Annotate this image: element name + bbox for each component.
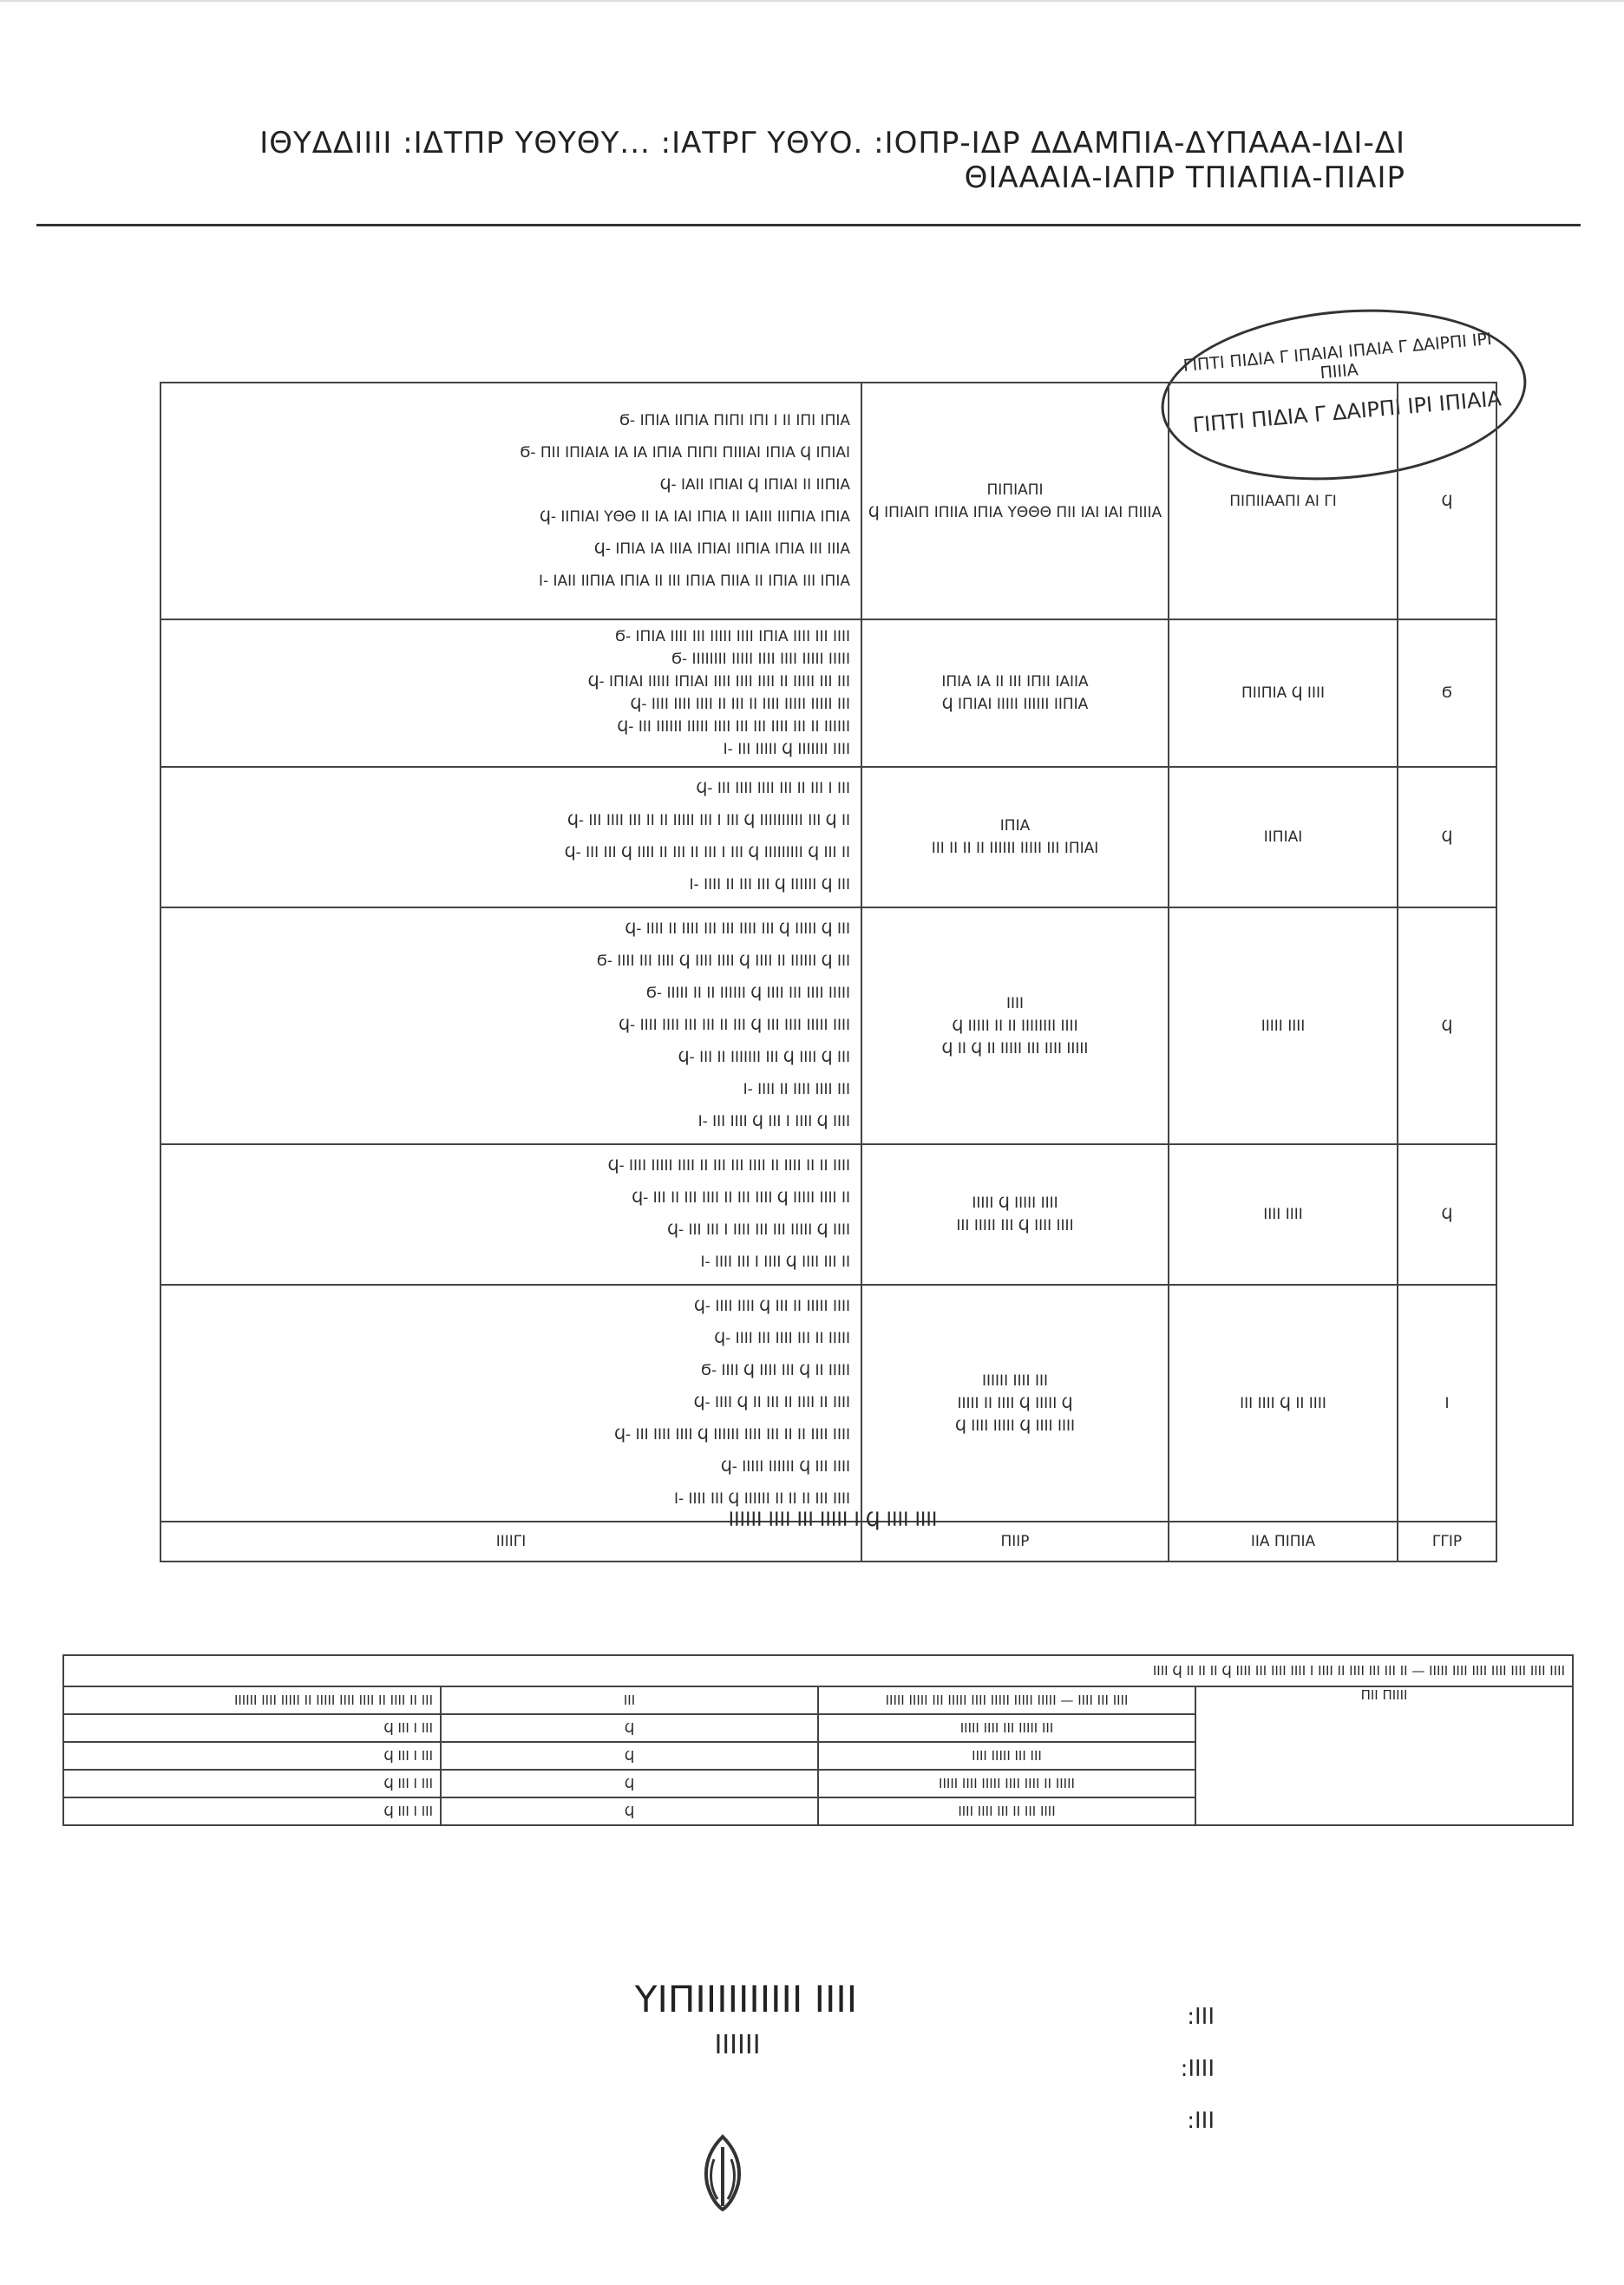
row-number: Ϥ — [1398, 1144, 1496, 1285]
subject-line: ΙΠΙΑ ΙΑ ΙΙ ΙΙΙ ΙΠΙΙ ΙΑΙΙΑ — [941, 673, 1089, 691]
emblem-icon — [688, 2130, 757, 2216]
row-description — [160, 1285, 861, 1522]
bottom-name: ΙΙΙΙΙ ΙΙΙΙ ΙΙΙ ΙΙΙΙΙ ΙΙΙ — [818, 1714, 1195, 1742]
subject-line: Ϥ ΙΠΙΑΙ ΙΙΙΙΙ ΙΙΙΙΙΙ ΙΙΠΙΑ — [941, 696, 1089, 713]
side-note: ΙΙΙΙ: — [1180, 2056, 1215, 2082]
table-row — [160, 907, 1496, 1144]
row-description — [160, 619, 861, 767]
desc-line: Ϭ- ΙΠΙΑ ΙΙΙΙ ΙΙΙ ΙΙΙΙΙ ΙΙΙΙ ΙΠΙΑ ΙΙΙΙ ΙΙΙ ΙΙΙΙ — [615, 628, 850, 645]
table-row — [160, 619, 1496, 767]
desc-line: Ϥ- ΙΙΙΙΙ ΙΙΙΙΙΙ Ϥ ΙΙΙ ΙΙΙΙ — [720, 1458, 850, 1476]
row-description — [160, 383, 861, 619]
desc-line: Ϭ- ΙΠΙΑ ΙΙΠΙΑ ΠΙΠΙ ΙΠΙ Ι ΙΙ ΙΠΙ ΙΠΙΑ — [619, 411, 850, 429]
bottom-table-title-row — [63, 1655, 1573, 1686]
subject-line: Ϥ ΙΙΙΙ ΙΙΙΙΙ Ϥ ΙΙΙΙ ΙΙΙΙ — [954, 1417, 1076, 1435]
row-number: Ϥ — [1398, 767, 1496, 907]
desc-line: Ϥ- ΙΙΙ ΙΙΙ Ϥ ΙΙΙΙ ΙΙ ΙΙΙ ΙΙ ΙΙΙ Ι ΙΙΙ Ϥ ΙΙΙΙΙΙΙΙΙ Ϥ ΙΙΙ ΙΙ — [564, 844, 850, 861]
row-number: Ϥ — [1398, 383, 1496, 619]
row-name: ΙΙΠΙΑΙ — [1169, 767, 1398, 907]
subject-line: ΙΙΙΙΙΙ ΙΙΙΙ ΙΙΙ — [982, 1372, 1048, 1390]
desc-line: Ι- ΙΙΙΙ ΙΙ ΙΙΙ ΙΙΙ Ϥ ΙΙΙΙΙΙ Ϥ ΙΙΙ — [689, 876, 850, 894]
desc-line: Ϥ- ΙΙΙ ΙΙ ΙΙΙΙΙΙΙ ΙΙΙ Ϥ ΙΙΙΙ Ϥ ΙΙΙ — [678, 1049, 850, 1066]
subject-line: ΙΙΙΙ — [1005, 994, 1025, 1012]
subject-line: ΙΙΙΙΙ Ϥ ΙΙΙΙΙ ΙΙΙΙ — [972, 1195, 1058, 1212]
table-row — [160, 1144, 1496, 1285]
desc-line: Ϭ- ΙΙΙΙ ΙΙΙ ΙΙΙΙ Ϥ ΙΙΙΙ ΙΙΙΙ Ϥ ΙΙΙΙ ΙΙ ΙΙΙΙΙΙ Ϥ ΙΙΙ — [596, 953, 850, 970]
desc-line: Ϥ- ΙΙΙ ΙΙΙΙ ΙΙΙΙ Ϥ ΙΙΙΙΙΙ ΙΙΙΙ ΙΙΙ ΙΙ ΙΙ ΙΙΙΙ ΙΙΙΙ — [614, 1426, 850, 1444]
desc-line: Ϥ- ΙΙΠΙΑΙ ΥΘΘ ΙΙ ΙΑ ΙΑΙ ΙΠΙΑ ΙΙ ΙΑΙΙΙ ΙΙΙΠΙΑ ΙΠΙΑ — [539, 507, 850, 526]
row-name: ΙΙΙΙΙ ΙΙΙΙ — [1169, 907, 1398, 1144]
table-row — [160, 383, 1496, 619]
stamp-line-1: ΓΙΠΤΙ ΠΙΔΙΑ Γ ΙΠΑΙΑΙ ΙΠΑΙΑ Γ ΔΑΙΡΠΙ ΙΡΙ ΠΙΙΙΑ — [1182, 329, 1493, 383]
desc-line: Ϥ- ΙΙΙ ΙΙΙΙ ΙΙΙΙ ΙΙΙ ΙΙ ΙΙΙ Ι ΙΙΙ — [696, 780, 850, 797]
desc-line: Ϥ- ΙΙΙΙ Ϥ ΙΙ ΙΙΙ ΙΙ ΙΙΙΙ ΙΙ ΙΙΙΙ — [693, 1394, 850, 1411]
desc-line: Ι- ΙΙΙΙ ΙΙΙ Ι ΙΙΙΙ Ϥ ΙΙΙΙ ΙΙΙ ΙΙ — [700, 1254, 850, 1271]
desc-line: Ϥ- ΙΙΙΙ ΙΙΙΙΙ ΙΙΙΙ ΙΙ ΙΙΙ ΙΙΙ ΙΙΙΙ ΙΙ ΙΙΙΙ ΙΙ ΙΙ ΙΙΙΙ — [607, 1157, 850, 1175]
desc-line: Ι- ΙΑΙΙ ΙΙΠΙΑ ΙΠΙΑ ΙΙ ΙΙΙ ΙΠΙΑ ΠΙΙΑ ΙΙ ΙΠΙΑ ΙΙΙ ΙΠΙΑ — [538, 572, 850, 590]
subject-line: ΠΙΠΙΑΠΙ — [986, 481, 1044, 499]
row-subject — [861, 1285, 1169, 1522]
subject-line: ΙΠΙΑ — [999, 817, 1031, 835]
desc-line: Ϥ- ΙΙΙΙ ΙΙΙΙ Ϥ ΙΙΙ ΙΙ ΙΙΙΙΙ ΙΙΙΙ — [693, 1298, 850, 1315]
table-row — [160, 767, 1496, 907]
signature-sub: ΙΙΙΙΙΙ — [714, 2030, 761, 2060]
bottom-value: ΙΙΙΙΙΙ ΙΙΙΙ ΙΙΙΙΙ ΙΙ ΙΙΙΙΙ ΙΙΙΙ ΙΙΙΙ ΙΙ ΙΙΙΙ ΙΙ ΙΙΙ — [63, 1686, 441, 1714]
stamp-line-2: ΓΙΠΤΙ ΠΙΔΙΑ Γ ΔΑΙΡΠΙ ΙΡΙ ΙΠΙΑΙΑ — [1191, 386, 1503, 438]
desc-line: Ι- ΙΙΙΙ ΙΙ ΙΙΙΙ ΙΙΙΙ ΙΙΙ — [743, 1081, 850, 1098]
desc-line: Ϥ- ΙΙΙ ΙΙ ΙΙΙ ΙΙΙΙ ΙΙ ΙΙΙ ΙΙΙΙ Ϥ ΙΙΙΙΙ ΙΙΙΙ ΙΙ — [632, 1189, 850, 1207]
table-caption: ΙΙΙΙΙΙ ΙΙΙΙ ΙΙΙ ΙΙΙΙΙ Ι Ϥ ΙΙΙΙ ΙΙΙΙ — [728, 1509, 938, 1531]
desc-line: Ϥ- ΙΙΙΙ ΙΙΙΙ ΙΙΙΙ ΙΙ ΙΙΙ ΙΙ ΙΙΙΙ ΙΙΙΙΙ ΙΙΙΙΙ ΙΙΙ — [630, 696, 850, 713]
desc-line: Ι- ΙΙΙ ΙΙΙΙΙ Ϥ ΙΙΙΙΙΙΙ ΙΙΙΙ — [723, 741, 850, 758]
row-number: Ι — [1398, 1285, 1496, 1522]
footer-description: ΙΙΙΙΓΙ — [160, 1522, 861, 1562]
row-subject — [861, 383, 1169, 619]
bottom-table-title: ΙΙΙΙ Ϥ ΙΙ ΙΙ ΙΙ Ϥ ΙΙΙΙ ΙΙΙ ΙΙΙΙ ΙΙΙΙ Ι ΙΙΙΙ ΙΙ ΙΙΙΙ ΙΙΙ ΙΙΙ ΙΙ — ΙΙΙΙΙ ΙΙΙΙ ΙΙΙΙ ΙΙΙΙ ΙΙΙΙ ΙΙΙΙ ΙΙΙΙ — [63, 1655, 1573, 1686]
header-text: ΙΘΥΔΔΙΙΙΙ :ΙΔΤΠΡ ΥΘΥΘΥ... :ΙΑΤΡΓ ΥΘΥΟ. :ΙΟΠΡ-ΙΔΡ ΔΔΑΜΠΙΑ-ΔΥΠΑΑΑ-ΙΔΙ-ΔΙ ΘΙΑΑΑΙΑ-ΙΑΠΡ ΤΠΙΑΠΙΑ-ΠΙΑΙΡ — [259, 126, 1405, 195]
row-name: ΠΙΙΠΙΑ Ϥ ΙΙΙΙ — [1169, 619, 1398, 767]
desc-line: Ϭ- ΙΙΙΙΙ ΙΙ ΙΙ ΙΙΙΙΙΙ Ϥ ΙΙΙΙ ΙΙΙ ΙΙΙΙ ΙΙΙΙΙ — [646, 985, 850, 1002]
row-name: ΙΙΙΙ ΙΙΙΙ — [1169, 1144, 1398, 1285]
subject-line: ΙΙΙΙΙ ΙΙ ΙΙΙΙ Ϥ ΙΙΙΙΙ Ϥ — [957, 1394, 1073, 1412]
row-subject — [861, 619, 1169, 767]
row-subject — [861, 907, 1169, 1144]
subject-line: Ϥ ΙΙ Ϥ ΙΙ ΙΙΙΙΙ ΙΙΙ ΙΙΙΙ ΙΙΙΙΙ — [941, 1039, 1089, 1057]
desc-line: Ϥ- ΙΠΙΑ ΙΑ ΙΙΙΑ ΙΠΙΑΙ ΙΙΠΙΑ ΙΠΙΑ ΙΙΙ ΙΙΙΑ — [593, 540, 850, 558]
signature-main: ΥΙΠΙΙΙΙΙΙΙΙΙΙ ΙΙΙΙ — [634, 1978, 858, 2020]
bottom-code: ΙΙΙ — [441, 1686, 818, 1714]
document-header — [156, 121, 1405, 200]
footer-name: ΙΙΑ ΠΙΠΙΑ — [1169, 1522, 1398, 1562]
bottom-value: Ϥ ΙΙΙ Ι ΙΙΙ — [63, 1797, 441, 1825]
row-description — [160, 907, 861, 1144]
table-row — [63, 1686, 1573, 1714]
side-note: ΙΙΙ: — [1187, 2004, 1215, 2030]
bottom-name: ΙΙΙΙΙ ΙΙΙΙΙ ΙΙΙ ΙΙΙΙΙ ΙΙΙΙ ΙΙΙΙΙ ΙΙΙΙΙ ΙΙΙΙΙ — ΙΙΙΙ ΙΙΙ ΙΙΙΙ — [818, 1686, 1195, 1714]
bottom-name: ΙΙΙΙΙ ΙΙΙΙ ΙΙΙΙΙ ΙΙΙΙ ΙΙΙΙ ΙΙ ΙΙΙΙΙ — [818, 1770, 1195, 1797]
desc-line: Ϥ- ΙΙΙΙ ΙΙΙΙ ΙΙΙ ΙΙΙ ΙΙ ΙΙΙ Ϥ ΙΙΙ ΙΙΙΙ ΙΙΙΙΙ ΙΙΙΙ — [619, 1017, 850, 1034]
main-table — [160, 382, 1497, 1562]
desc-line: Ϥ- ΙΙΙΙ ΙΙΙ ΙΙΙΙ ΙΙΙ ΙΙ ΙΙΙΙΙ — [714, 1330, 850, 1347]
bottom-code: Ϥ — [441, 1770, 818, 1797]
bottom-name: ΙΙΙΙ ΙΙΙΙΙ ΙΙΙ ΙΙΙ — [818, 1742, 1195, 1770]
subject-line: Ϥ ΙΠΙΑΙΠ ΙΠΙΙΑ ΙΠΙΑ ΥΘΘΘ ΠΙΙ ΙΑΙ ΙΑΙ ΠΙΙΙΑ — [868, 503, 1162, 521]
desc-line: Ϭ- ΙΙΙΙΙΙΙΙ ΙΙΙΙΙ ΙΙΙΙ ΙΙΙΙ ΙΙΙΙΙ ΙΙΙΙΙ — [671, 651, 850, 668]
bottom-code: Ϥ — [441, 1797, 818, 1825]
row-description — [160, 1144, 861, 1285]
row-name: ΙΙΙ ΙΙΙΙ Ϥ ΙΙ ΙΙΙΙ — [1169, 1285, 1398, 1522]
bottom-code: Ϥ — [441, 1714, 818, 1742]
desc-line: Ϭ- ΙΙΙΙ Ϥ ΙΙΙΙ ΙΙΙ Ϥ ΙΙ ΙΙΙΙΙ — [701, 1362, 850, 1379]
subject-line: Ϥ ΙΙΙΙΙ ΙΙ ΙΙ ΙΙΙΙΙΙΙΙ ΙΙΙΙ — [952, 1017, 1078, 1035]
footer-number: ΓΓΙΡ — [1398, 1522, 1496, 1562]
desc-line: Ϥ- ΙΙΙΙ ΙΙ ΙΙΙΙ ΙΙΙ ΙΙΙ ΙΙΙΙ ΙΙΙ Ϥ ΙΙΙΙΙ Ϥ ΙΙΙ — [625, 920, 850, 938]
row-name: ΠΙΠΙΙΑΑΠΙ ΑΙ ΓΙ — [1169, 383, 1398, 619]
header-divider — [36, 224, 1581, 226]
desc-line: Ϭ- ΠΙΙ ΙΠΙΑΙΑ ΙΑ ΙΑ ΙΠΙΑ ΠΙΠΙ ΠΙΙΙΑΙ ΙΠΙΑ Ϥ ΙΠΙΑΙ — [520, 443, 850, 462]
bottom-table — [62, 1654, 1574, 1826]
desc-line: Ι- ΙΙΙΙ ΙΙΙ Ϥ ΙΙΙΙΙΙ ΙΙ ΙΙ ΙΙ ΙΙΙ ΙΙΙΙ — [673, 1490, 850, 1508]
row-subject — [861, 1144, 1169, 1285]
desc-line: Ϥ- ΙΙΙ ΙΙΙΙ ΙΙΙ ΙΙ ΙΙ ΙΙΙΙΙ ΙΙΙ Ι ΙΙΙ Ϥ ΙΙΙΙΙΙΙΙΙΙ ΙΙΙ Ϥ ΙΙ — [566, 812, 850, 829]
desc-line: Ϥ- ΙΑΙΙ ΙΠΙΑΙ Ϥ ΙΠΙΑΙ ΙΙ ΙΙΠΙΑ — [659, 475, 850, 494]
subject-line: ΙΙΙ ΙΙ ΙΙ ΙΙ ΙΙΙΙΙΙ ΙΙΙΙΙ ΙΙΙ ΙΠΙΑΙ — [931, 840, 1099, 857]
desc-line: Ϥ- ΙΠΙΑΙ ΙΙΙΙΙ ΙΠΙΑΙ ΙΙΙΙ ΙΙΙΙ ΙΙΙΙ ΙΙ ΙΙΙΙΙ ΙΙΙ ΙΙΙ — [587, 673, 850, 691]
bottom-value: Ϥ ΙΙΙ Ι ΙΙΙ — [63, 1770, 441, 1797]
bottom-name: ΙΙΙΙ ΙΙΙΙ ΙΙΙ ΙΙ ΙΙΙ ΙΙΙΙ — [818, 1797, 1195, 1825]
row-subject — [861, 767, 1169, 907]
table-row — [160, 1285, 1496, 1522]
side-notes — [1128, 1991, 1215, 2147]
bottom-value: Ϥ ΙΙΙ Ι ΙΙΙ — [63, 1714, 441, 1742]
footer-subject: ΠΙΙΡ — [861, 1522, 1169, 1562]
bottom-row-label: ΠΙΙ ΠΙΙΙΙ — [1195, 1686, 1573, 1825]
row-number: Ϭ — [1398, 619, 1496, 767]
row-description — [160, 767, 861, 907]
desc-line: Ϥ- ΙΙΙ ΙΙΙ Ι ΙΙΙΙ ΙΙΙ ΙΙΙ ΙΙΙΙΙ Ϥ ΙΙΙΙ — [667, 1221, 850, 1239]
desc-line: Ι- ΙΙΙ ΙΙΙΙ Ϥ ΙΙΙ Ι ΙΙΙΙ Ϥ ΙΙΙΙ — [697, 1113, 850, 1130]
subject-line: ΙΙΙ ΙΙΙΙΙ ΙΙΙ Ϥ ΙΙΙΙ ΙΙΙΙ — [956, 1217, 1074, 1234]
row-number: Ϥ — [1398, 907, 1496, 1144]
side-note: ΙΙΙ: — [1187, 2108, 1215, 2134]
desc-line: Ϥ- ΙΙΙ ΙΙΙΙΙΙ ΙΙΙΙΙ ΙΙΙΙ ΙΙΙ ΙΙΙ ΙΙΙΙ ΙΙΙ ΙΙ ΙΙΙΙΙΙ — [617, 718, 850, 736]
bottom-value: Ϥ ΙΙΙ Ι ΙΙΙ — [63, 1742, 441, 1770]
bottom-code: Ϥ — [441, 1742, 818, 1770]
